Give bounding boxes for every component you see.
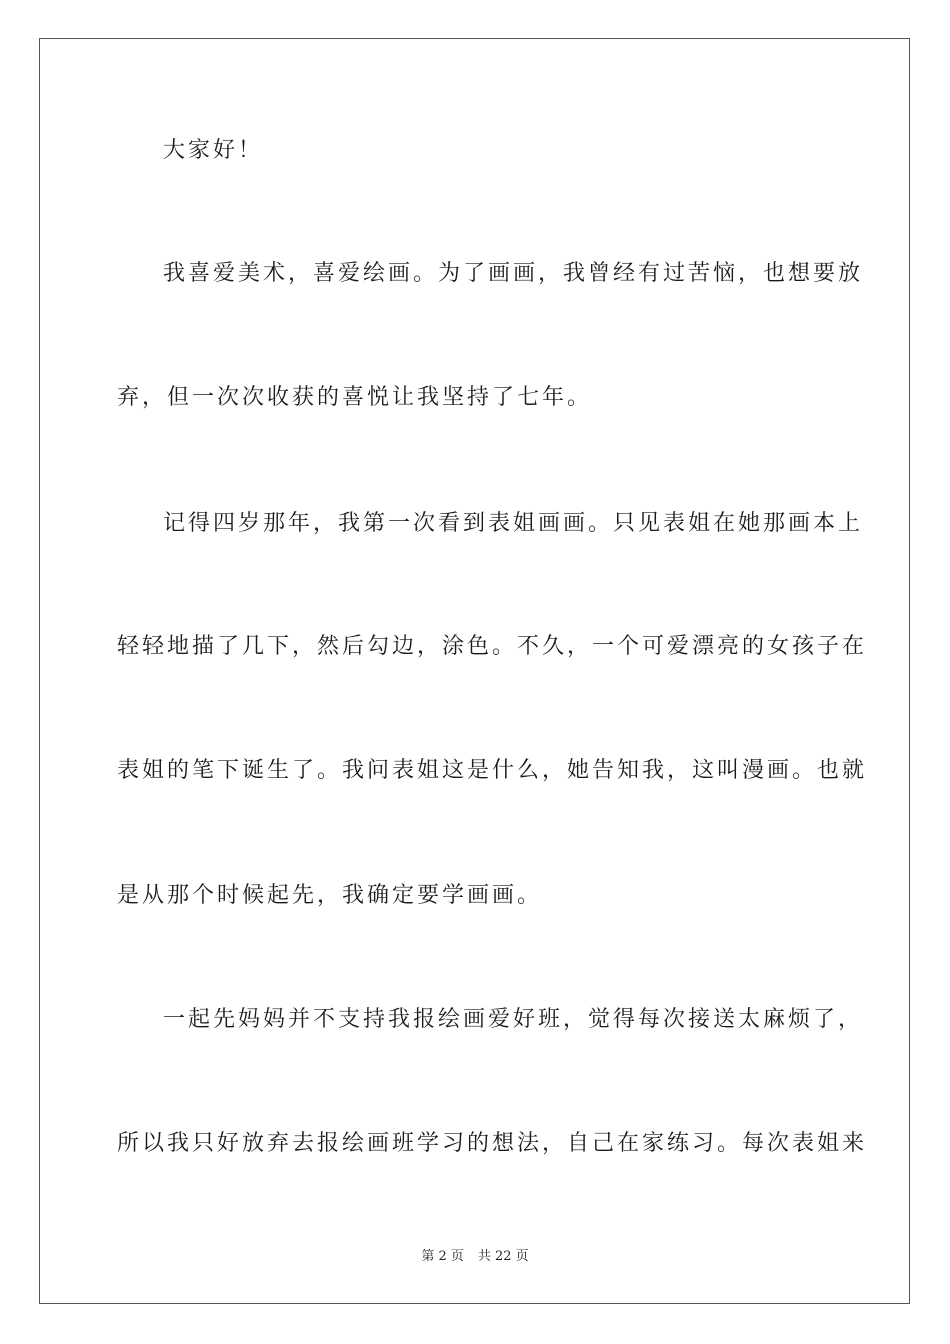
paragraph-2-line-2: 轻轻地描了几下，然后勾边，涂色。不久，一个可爱漂亮的女孩子在 (117, 634, 868, 659)
page-total: 共 22 页 (477, 1249, 529, 1264)
paragraph-1-line-2: 弃，但一次次收获的喜悦让我坚持了七年。 (117, 385, 593, 410)
page-number: 第 2 页 (421, 1249, 464, 1264)
paragraph-2-line-1: 记得四岁那年，我第一次看到表姐画画。只见表姐在她那画本上 (163, 511, 864, 536)
paragraph-3-line-2: 所以我只好放弃去报绘画班学习的想法，自己在家练习。每次表姐来 (117, 1131, 868, 1156)
paragraph-2-line-3: 表姐的笔下诞生了。我问表姐这是什么，她告知我，这叫漫画。也就 (117, 758, 868, 783)
paragraph-3-line-1: 一起先妈妈并不支持我报绘画爱好班，觉得每次接送太麻烦了， (163, 1007, 864, 1032)
greeting-line: 大家好！ (163, 138, 264, 163)
paragraph-2-line-4: 是从那个时候起先，我确定要学画画。 (117, 883, 543, 908)
paragraph-1-line-1: 我喜爱美术，喜爱绘画。为了画画，我曾经有过苦恼，也想要放 (163, 261, 864, 286)
page-border (39, 38, 910, 1304)
page-footer (0, 1247, 950, 1267)
